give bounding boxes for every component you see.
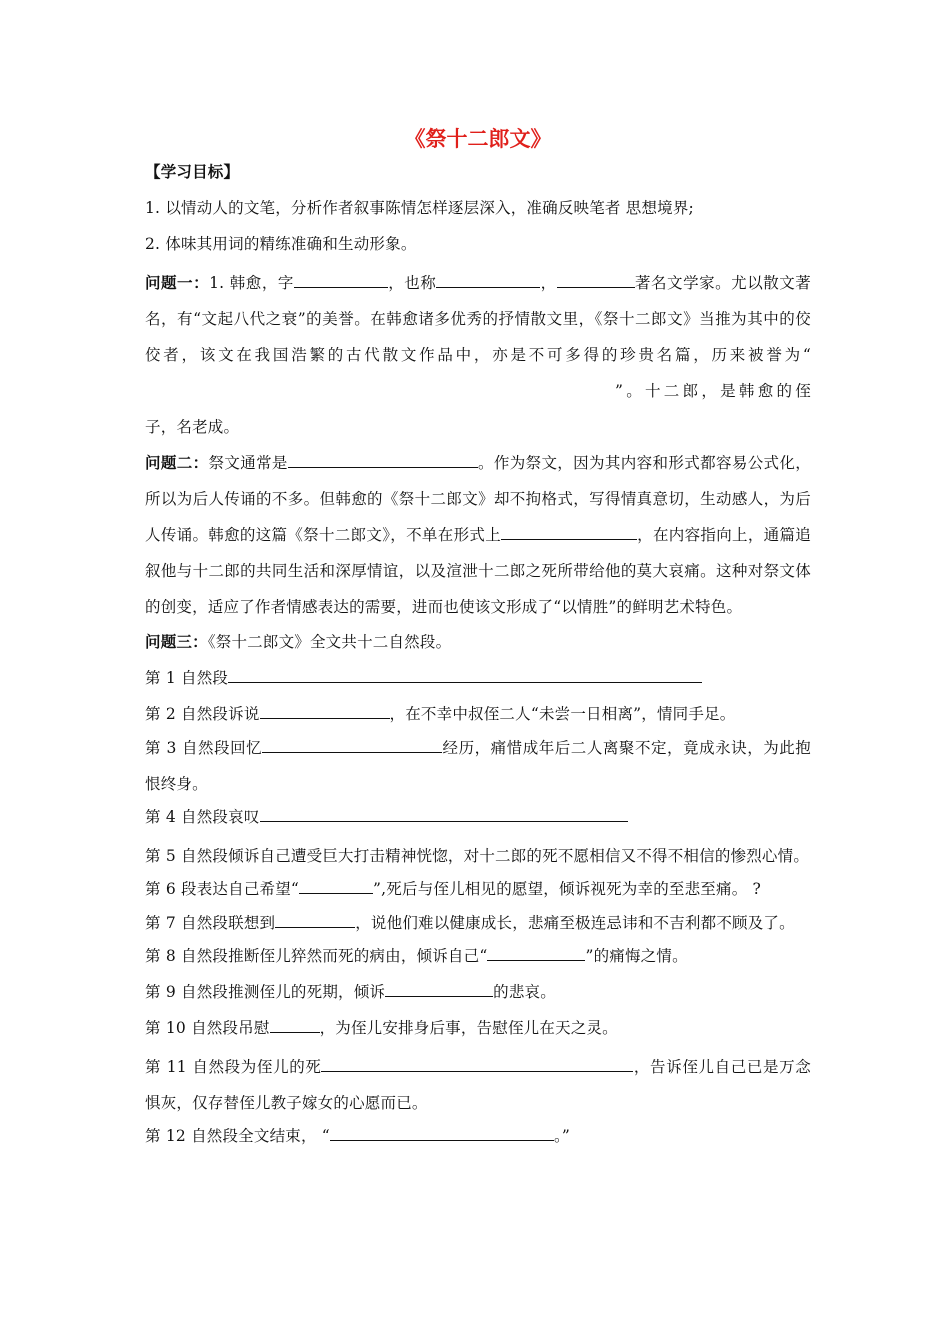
answer-blank[interactable] bbox=[260, 806, 628, 822]
answer-blank[interactable] bbox=[385, 981, 493, 997]
paragraph-item-8: 第 8 自然段推断侄儿猝然而死的病由，倾诉自己“ ”的痛悔之情。 bbox=[145, 947, 688, 965]
answer-blank[interactable] bbox=[321, 1056, 633, 1072]
goal-item-2: 2. 体味其用词的精练准确和生动形象。 bbox=[145, 235, 417, 253]
answer-blank[interactable] bbox=[330, 1125, 554, 1141]
answer-blank[interactable] bbox=[436, 272, 540, 288]
answer-blank[interactable] bbox=[228, 667, 702, 683]
answer-blank[interactable] bbox=[299, 878, 373, 894]
answer-blank[interactable] bbox=[557, 272, 635, 288]
answer-blank[interactable] bbox=[260, 703, 390, 719]
paragraph-item-1: 第 1 自然段 bbox=[145, 663, 811, 694]
paragraph-item-10: 第 10 自然段吊慰 ，为侄儿安排身后事，告慰侄儿在天之灵。 bbox=[145, 1019, 618, 1037]
question-1: 问题一：1. 韩愈，字 ，也称 ， 著名文学家。尤以散文著名，有“文起八代之衰”的美誉。在韩愈诸多优秀的抒情散文里，《祭十二郎文》当推为其中的佼佼者，该文在我国浩繁的古代散文作品中，亦是不可多得的珍贵名篇，历来被誉为“”。十二郎，是韩愈的侄子，名老成。 bbox=[145, 274, 811, 436]
answer-blank[interactable] bbox=[275, 912, 355, 928]
document-body bbox=[145, 157, 811, 1152]
question-label: 问题一： bbox=[145, 274, 210, 292]
answer-blank[interactable] bbox=[262, 737, 442, 753]
paragraph-item-5: 第 5 自然段倾诉自己遭受巨大打击精神恍惚，对十二郎的死不愿相信又不得不相信的惨烈心情。 bbox=[145, 847, 810, 865]
answer-blank[interactable] bbox=[501, 524, 637, 540]
paragraph-item-11: 第 11 自然段为侄儿的死 ，告诉侄儿自己已是万念惧灰，仅存替侄儿教子嫁女的心愿而已。 bbox=[145, 1058, 811, 1112]
question-label: 问题二： bbox=[145, 454, 209, 472]
paragraph-item-12: 第 12 自然段全文结束， “ 。” bbox=[145, 1127, 571, 1145]
answer-blank[interactable] bbox=[487, 945, 585, 961]
section-heading: 【学习目标】 bbox=[145, 163, 240, 181]
question-3-intro: 问题三：《祭十二郎文》全文共十二自然段。 bbox=[145, 633, 452, 651]
paragraph-item-2: 第 2 自然段诉说 ，在不幸中叔侄二人“未尝一日相离”，情同手足。 bbox=[145, 705, 736, 723]
paragraph-item-7: 第 7 自然段联想到 ，说他们难以健康成长，悲痛至极连忌讳和不吉利都不顾及了。 bbox=[145, 914, 795, 932]
paragraph-item-6: 第 6 段表达自己希望“ ”,死后与侄儿相见的愿望，倾诉视死为幸的至悲至痛。 ? bbox=[145, 880, 762, 898]
paragraph-item-4: 第 4 自然段哀叹 bbox=[145, 802, 811, 833]
paragraph-item-3: 第 3 自然段回忆 经历，痛惜成年后二人离聚不定，竟成永诀，为此抱恨终身。 bbox=[145, 739, 811, 793]
answer-blank[interactable] bbox=[288, 452, 478, 468]
answer-blank[interactable] bbox=[294, 272, 388, 288]
goal-item-1: 1. 以情动人的文笔，分析作者叙事陈情怎样逐层深入，准确反映笔者 思想境界; bbox=[145, 199, 694, 217]
answer-blank[interactable] bbox=[270, 1017, 320, 1033]
question-label: 问题三： bbox=[145, 633, 208, 651]
paragraph-item-9: 第 9 自然段推测侄儿的死期，倾诉 的悲哀。 bbox=[145, 983, 556, 1001]
question-2: 问题二：祭文通常是 。作为祭文，因为其内容和形式都容易公式化，所以为后人传诵的不多。但韩愈的《祭十二郎文》却不拘格式，写得情真意切，生动感人，为后人传诵。韩愈的这篇《祭十二郎文》，不单在形式上 ，在内容指向上，通篇追叙他与十二郎的共同生活和深厚情谊，以及渲泄十二郎之死所带给他的莫大哀痛。这种对祭文体的创变，适应了作者情感表达的需要，进而也使该文形成了“以情胜”的鲜明艺术特色。 bbox=[145, 454, 811, 616]
document-title: 《祭十二郎文》 bbox=[404, 127, 552, 151]
